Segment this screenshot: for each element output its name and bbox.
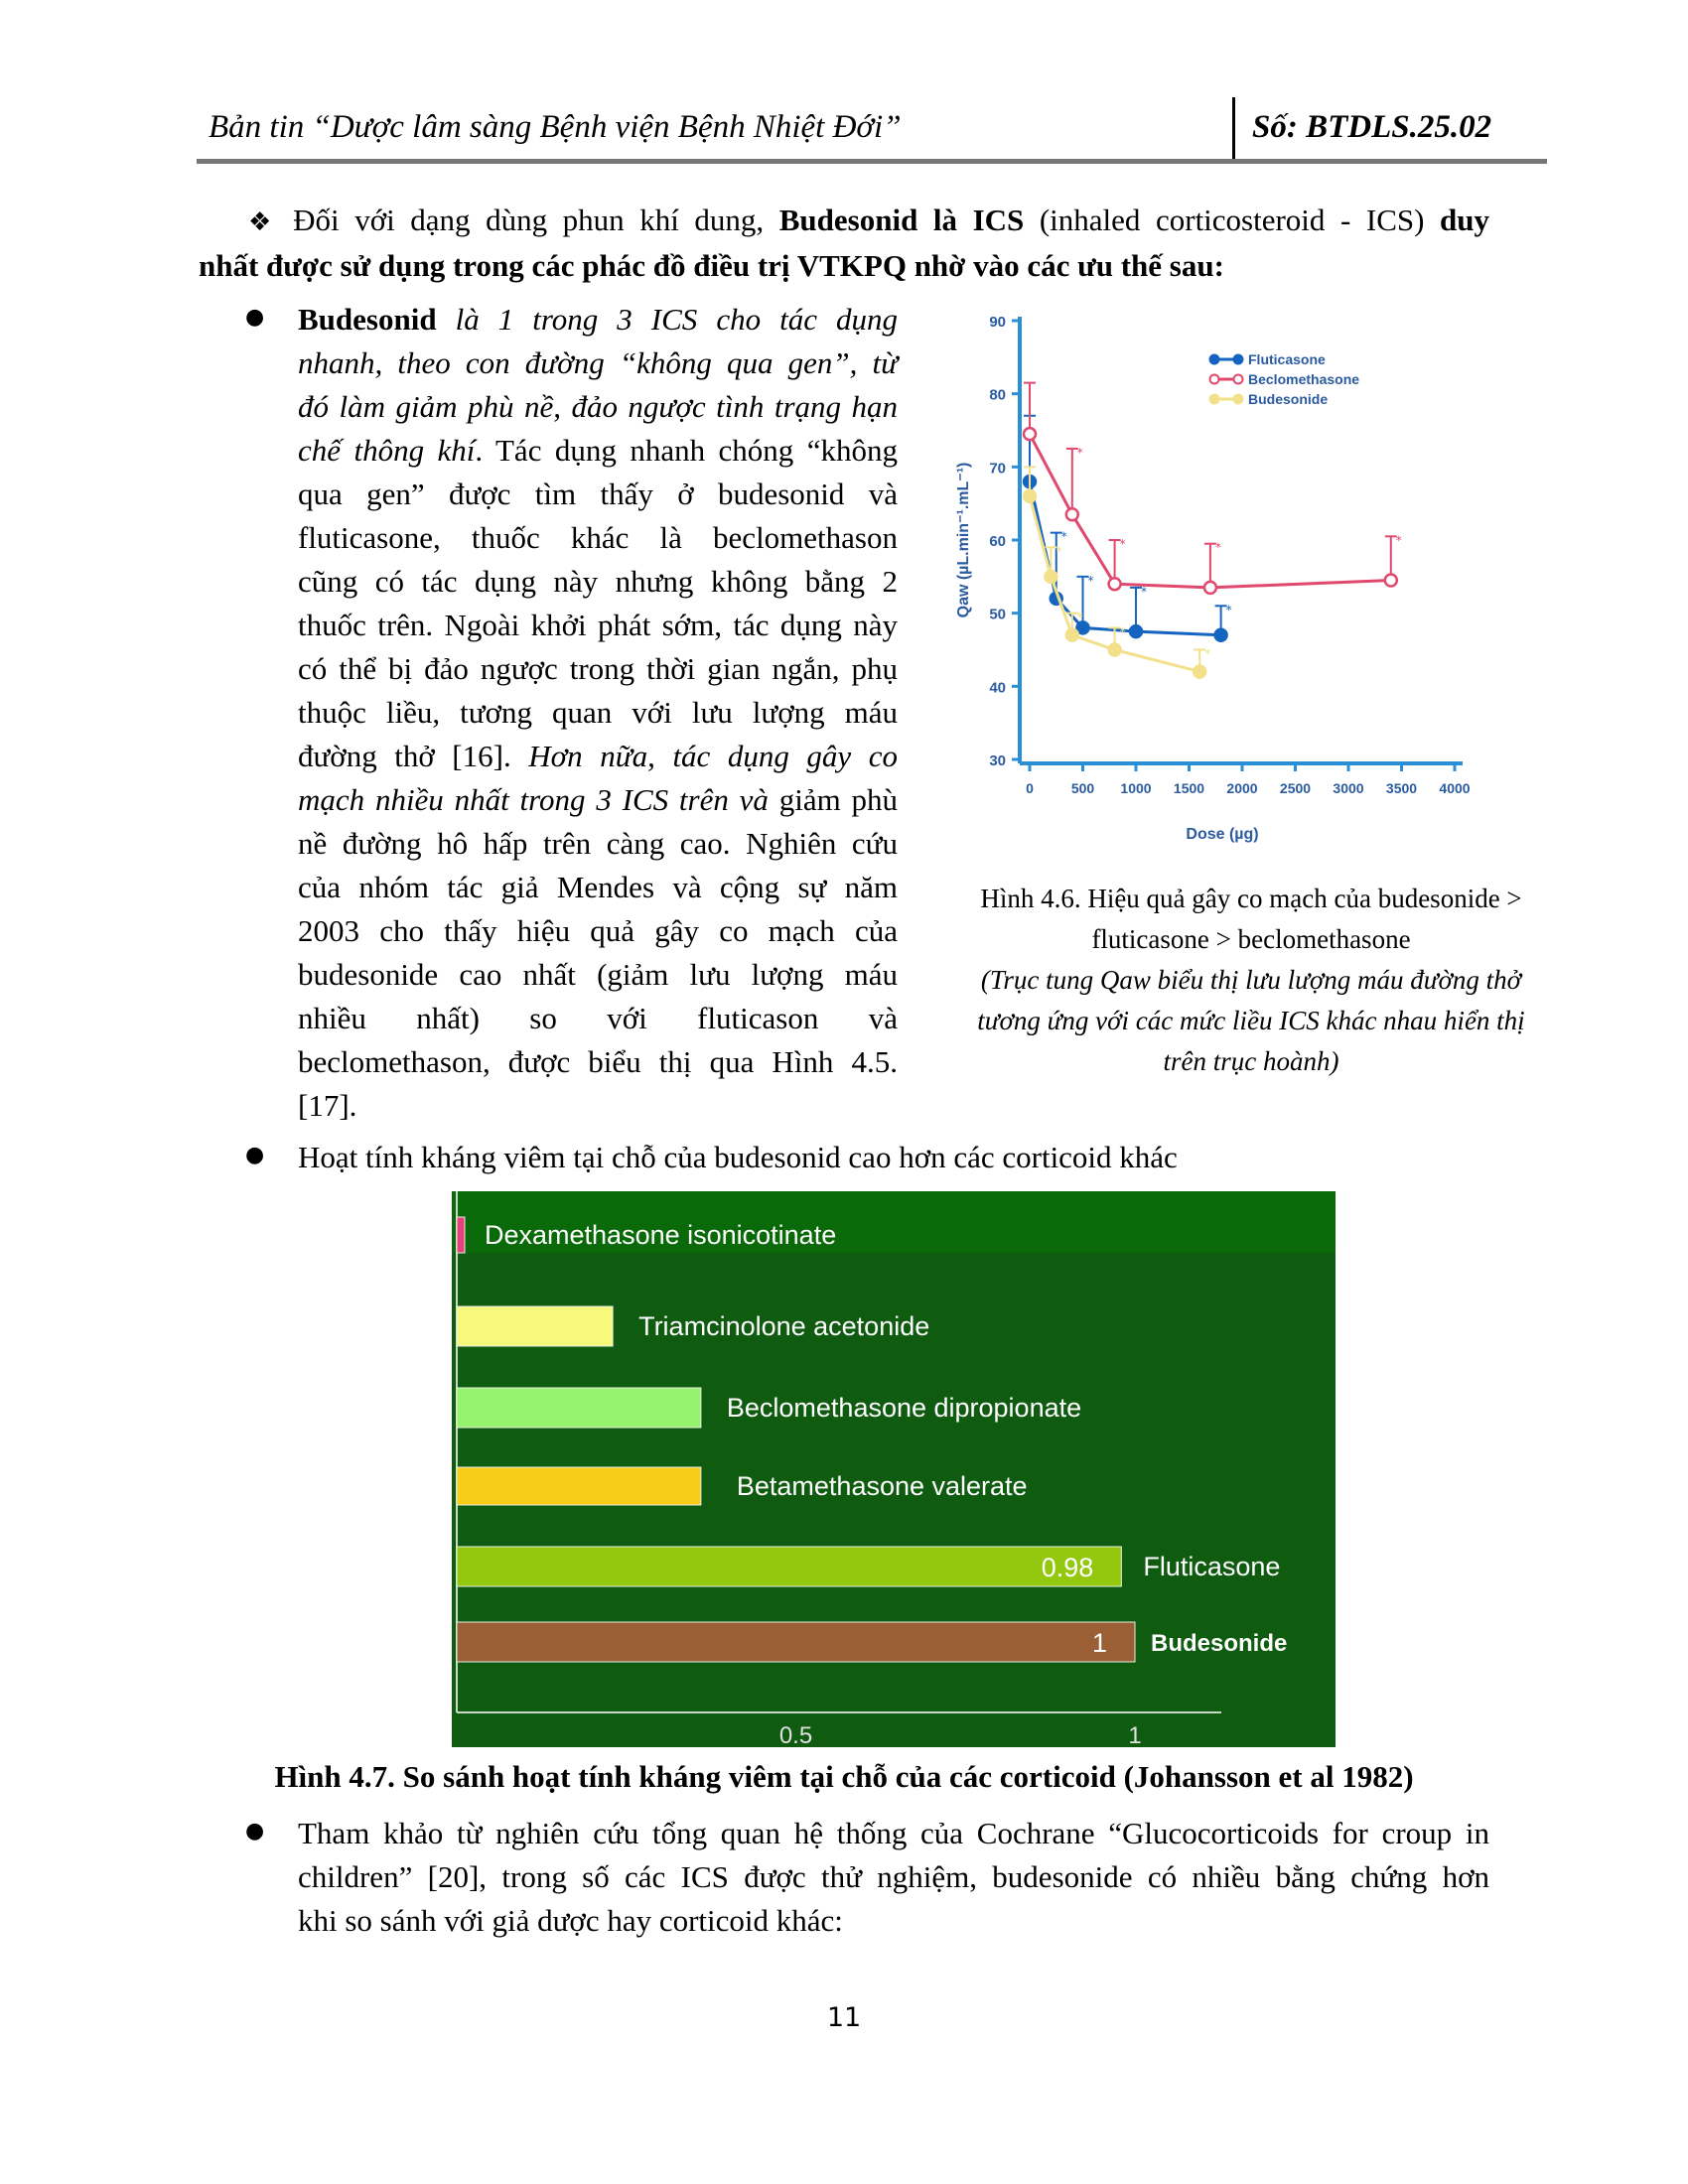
y-axis-label: Qaw (µL.min⁻¹.mL⁻¹)	[955, 462, 972, 618]
diamond-bullet-icon: ❖	[248, 207, 280, 237]
text-line: của nhóm tác giả Mendes và cộng sự năm	[298, 870, 898, 904]
vasoconstriction-line-chart	[938, 303, 1484, 859]
y-tick-label: 70	[989, 460, 1006, 478]
significance-marker: *	[1225, 603, 1232, 617]
text-line: nhanh, theo con đường “không qua gen”, từ	[298, 345, 898, 380]
text-line: cũng có tác dụng này nhưng không bằng 2	[298, 564, 898, 599]
bar-label: Triamcinolone acetonide	[638, 1311, 930, 1341]
data-point	[1109, 578, 1121, 590]
x-tick-label: 2500	[1279, 780, 1312, 796]
data-point	[1194, 666, 1205, 678]
newsletter-title: Bản tin “Dược lâm sàng Bệnh viện Bệnh Nhiệt Đới”	[209, 109, 902, 145]
x-tick-label: 0	[1026, 780, 1034, 796]
text-line: Tham khảo từ nghiên cứu tổng quan hệ thống của Cochrane “Glucocorticoids for croup in	[298, 1816, 1489, 1850]
bullet-dot-icon: ●	[245, 1143, 265, 1167]
x-tick-label: 0.5	[778, 1722, 813, 1747]
y-tick-label: 30	[989, 752, 1006, 769]
legend-marker	[1210, 355, 1219, 364]
bar	[457, 1388, 701, 1428]
bar	[457, 1622, 1135, 1662]
data-point	[1066, 508, 1078, 520]
x-tick-label: 1	[1128, 1722, 1142, 1747]
significance-marker: *	[1087, 573, 1094, 588]
y-tick-label: 50	[989, 606, 1006, 623]
bullet-dot-icon: ●	[245, 305, 265, 330]
text-line: có thể bị đảo ngược trong thời gian ngắn, phụ	[298, 651, 898, 686]
text-line: beclomethason, được biểu thị qua Hình 4.5.	[298, 1044, 898, 1079]
bar	[457, 1217, 465, 1253]
significance-marker: *	[1214, 540, 1221, 555]
figure-2-caption: Hình 4.7. So sánh hoạt tính kháng viêm tại chỗ của các corticoid (Johansson et al 1982)	[274, 1759, 1414, 1794]
data-point	[1045, 571, 1056, 583]
data-point	[1215, 629, 1227, 641]
significance-marker: *	[1060, 529, 1067, 544]
x-tick-label: 4000	[1439, 780, 1471, 796]
bullet-2-text: Hoạt tính kháng viêm tại chỗ của budesonid cao hơn các corticoid khác	[298, 1140, 1178, 1174]
data-point	[1385, 575, 1397, 587]
bullet-dot-icon: ●	[245, 1819, 265, 1843]
legend-marker	[1234, 375, 1243, 384]
text-line: chế thông khí. Tác dụng nhanh chóng “không	[298, 433, 898, 468]
significance-marker: *	[1141, 584, 1147, 599]
x-tick-label: 1000	[1120, 780, 1152, 796]
y-tick-label: 90	[989, 314, 1006, 331]
x-tick-label: 3000	[1333, 780, 1364, 796]
series-line	[1030, 481, 1221, 635]
y-tick-label: 80	[989, 386, 1006, 404]
page-number: 11	[826, 2002, 862, 2033]
significance-marker: *	[1204, 646, 1211, 661]
text-line: children” [20], trong số các ICS được thử nghiệm, budesonide có nhiều bằng chứng hơn	[298, 1859, 1489, 1894]
bar	[457, 1467, 701, 1505]
bar-value-label: 0.98	[1041, 1553, 1094, 1582]
page-header	[197, 97, 1547, 159]
bar-label: Fluticasone	[1143, 1552, 1281, 1581]
x-axis-label: Dose (µg)	[1186, 826, 1259, 843]
data-point	[1109, 644, 1121, 656]
data-point	[1204, 582, 1216, 594]
intro-line-1: ❖ Đối với dạng dùng phun khí dung, Budesonid là ICS (inhaled corticosteroid - ICS) duy	[248, 203, 1489, 237]
significance-marker: *	[1119, 537, 1126, 551]
bar	[457, 1547, 1121, 1586]
legend-marker	[1234, 355, 1243, 364]
intro-line-2: nhất được sử dụng trong các phác đồ điều trị VTKPQ nhờ vào các ưu thế sau:	[199, 248, 1224, 283]
bar-label: Dexamethasone isonicotinate	[485, 1220, 837, 1250]
text-line: [17].	[298, 1088, 357, 1123]
intro-paragraph	[199, 199, 1489, 288]
text-line: khi so sánh với giả dược hay corticoid khác:	[298, 1903, 843, 1938]
anti-inflammatory-bar-chart	[452, 1191, 1336, 1747]
header-rule	[197, 159, 1547, 164]
text-line: budesonide cao nhất (giảm lưu lượng máu	[298, 957, 898, 992]
legend-label: Budesonide	[1248, 391, 1329, 407]
data-point	[1024, 428, 1036, 440]
legend-marker	[1210, 395, 1219, 404]
bar-label: Beclomethasone dipropionate	[726, 1393, 1082, 1423]
bar-label: Budesonide	[1151, 1630, 1288, 1657]
bar-value-label: 1	[1091, 1628, 1107, 1658]
text-line: đó làm giảm phù nề, đảo ngược tình trạng hạn	[298, 389, 898, 424]
legend-label: Beclomethasone	[1248, 371, 1360, 387]
text-line: qua gen” được tìm thấy ở budesonid và	[298, 477, 898, 511]
text-line: 2003 cho thấy hiệu quả gây co mạch của	[298, 913, 898, 948]
text-line: đường thở [16]. Hơn nữa, tác dụng gây co	[298, 739, 898, 773]
bullet-1-paragraph	[298, 298, 898, 1128]
bullet-3-paragraph	[298, 1812, 1489, 1943]
data-point	[1066, 629, 1078, 641]
legend-label: Fluticasone	[1248, 351, 1326, 367]
text-line: Budesonid là 1 trong 3 ICS cho tác dụng	[298, 302, 898, 337]
legend-marker	[1234, 395, 1243, 404]
text-line: thuộc liều, tương quan với lưu lượng máu	[298, 695, 898, 730]
significance-marker: *	[1076, 445, 1083, 460]
text-line: mạch nhiều nhất trong 3 ICS trên và giảm phù	[298, 782, 898, 817]
bar	[457, 1306, 613, 1346]
data-point	[1024, 490, 1036, 502]
legend-marker	[1210, 375, 1219, 384]
y-tick-label: 60	[989, 533, 1006, 550]
x-tick-label: 2000	[1226, 780, 1258, 796]
bar-label: Betamethasone valerate	[736, 1471, 1028, 1501]
header-divider	[1232, 97, 1235, 159]
text-line: nề đường hô hấp trên càng cao. Nghiên cứu	[298, 826, 898, 861]
significance-marker: *	[1119, 624, 1126, 639]
significance-marker: *	[1076, 610, 1083, 624]
y-tick-label: 40	[989, 679, 1006, 697]
significance-marker: *	[1055, 544, 1062, 559]
data-point	[1130, 625, 1142, 637]
text-line: nhiều nhất) so với fluticason và	[298, 1001, 898, 1035]
issue-number: Số: BTDLS.25.02	[1252, 109, 1492, 145]
text-line: thuốc trên. Ngoài khởi phát sớm, tác dụng này	[298, 608, 898, 642]
x-tick-label: 3500	[1385, 780, 1418, 796]
x-tick-label: 1500	[1173, 780, 1205, 796]
significance-marker: *	[1395, 533, 1402, 548]
x-tick-label: 500	[1070, 780, 1095, 796]
text-line: fluticasone, thuốc khác là beclomethason	[298, 520, 898, 555]
figure-1-caption: Hình 4.6. Hiệu quả gây co mạch của budesonide > fluticasone > beclomethasone (Trục tung Qaw biểu thị lưu lượng máu đường thở tương ứng với các mức liều ICS khác nhau hiển thị trên trục hoành)	[977, 884, 1525, 1076]
